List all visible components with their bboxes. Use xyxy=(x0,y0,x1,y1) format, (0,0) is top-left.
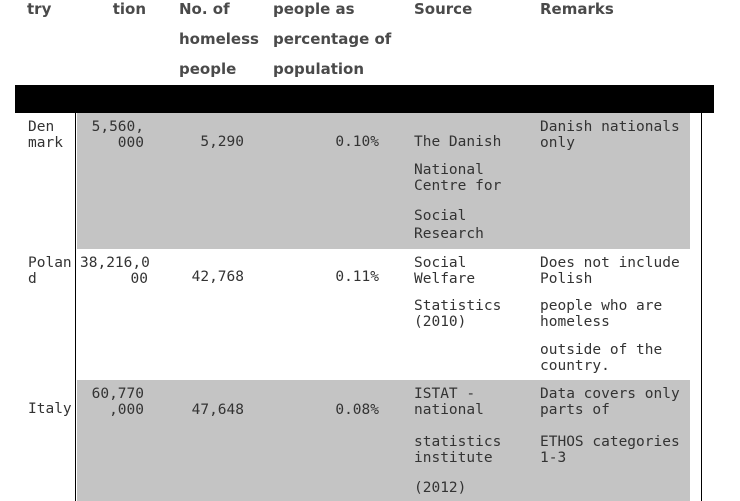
row-italy-percent: 0.08% xyxy=(335,402,379,418)
row-poland-remarks-c: outside of the country. xyxy=(540,342,663,374)
row-denmark-homeless: 5,290 xyxy=(200,134,244,150)
row-poland-population: 38,216,0 00 xyxy=(80,255,150,287)
row-denmark-source-5: Research xyxy=(414,226,484,242)
header-separator-bar xyxy=(15,85,714,113)
row-italy-homeless: 47,648 xyxy=(191,402,244,418)
row-poland-country: Polan d xyxy=(28,255,72,287)
row-italy-source-c: (2012) xyxy=(414,480,467,496)
row-italy-source-a: ISTAT - national xyxy=(414,386,484,418)
country-column-divider xyxy=(75,113,76,501)
header-homeless-line-3: people xyxy=(179,60,237,78)
header-country: try xyxy=(27,0,52,18)
header-remarks: Remarks xyxy=(540,0,614,18)
row-denmark-source-3: Centre for xyxy=(414,178,502,194)
header-percent-line-2: percentage of xyxy=(273,30,392,48)
row-denmark-source-2: National xyxy=(414,162,484,178)
row-poland-remarks-a: Does not include Polish xyxy=(540,255,680,287)
row-poland-source-a: Social Welfare xyxy=(414,255,476,287)
header-percent-line-3: population xyxy=(273,60,365,78)
row-denmark-source-4: Social xyxy=(414,208,467,224)
row-denmark-country: Den mark xyxy=(28,119,63,151)
header-percent-line-1: people as xyxy=(273,0,355,18)
row-denmark-population: 5,560, 000 xyxy=(91,119,144,151)
header-population: tion xyxy=(112,0,146,18)
row-poland-source-b: Statistics (2010) xyxy=(414,298,502,330)
row-poland-percent: 0.11% xyxy=(335,269,379,285)
row-denmark-source-1: The Danish xyxy=(414,134,502,150)
table-right-border xyxy=(701,113,702,501)
header-homeless-line-1: No. of xyxy=(179,0,230,18)
header-homeless-line-2: homeless xyxy=(179,30,259,48)
row-poland-homeless: 42,768 xyxy=(191,269,244,285)
row-poland-remarks-b: people who are homeless xyxy=(540,298,663,330)
row-italy-remarks-a: Data covers only parts of xyxy=(540,386,680,418)
row-denmark-remarks: Danish nationals only xyxy=(540,119,680,151)
row-italy-country: Italy xyxy=(28,401,72,417)
header-source: Source xyxy=(414,0,473,18)
row-italy-population: 60,770 ,000 xyxy=(91,386,144,418)
row-denmark-percent: 0.10% xyxy=(335,134,379,150)
row-italy-source-b: statistics institute xyxy=(414,434,502,466)
row-italy-remarks-b: ETHOS categories 1-3 xyxy=(540,434,680,466)
